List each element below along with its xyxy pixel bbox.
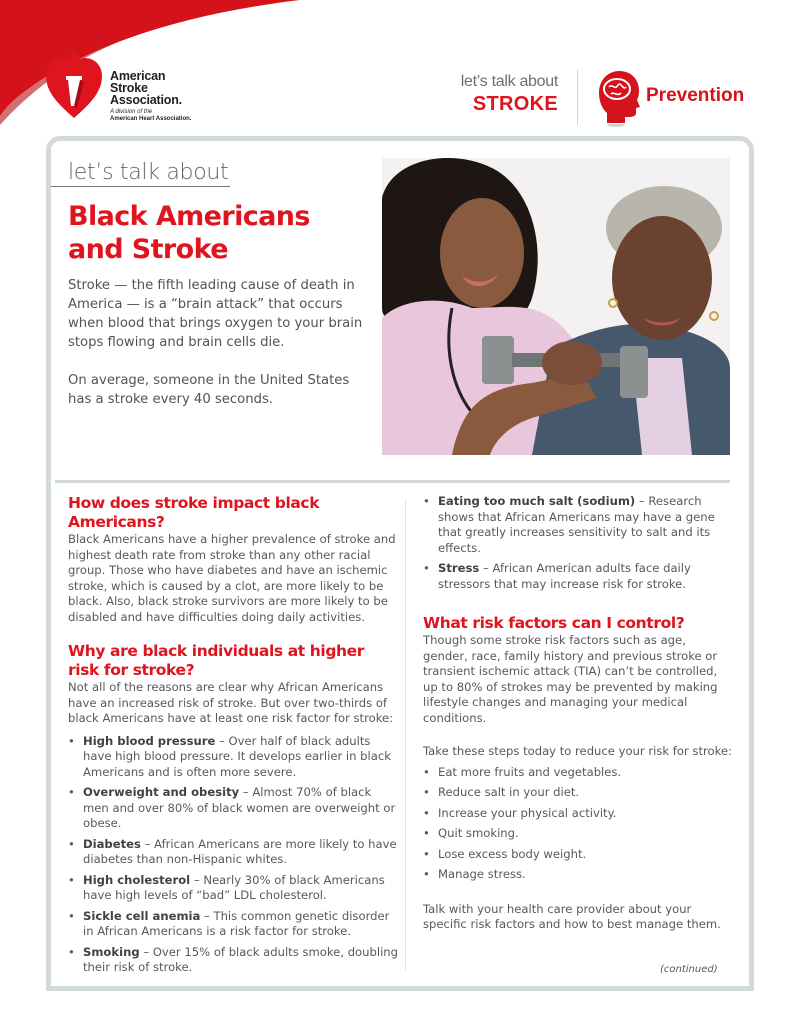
risk-factor-item xyxy=(68,734,398,781)
risk-factor-item xyxy=(423,561,733,592)
step-text: Quit smoking. xyxy=(438,826,519,840)
intro-paragraph: Stroke — the fifth leading cause of death in America — is a “brain attack” that occurs when blood that brings oxygen to your brain stops flowing and brain cells die. xyxy=(68,278,363,350)
risk-factor-term: High cholesterol xyxy=(83,872,191,887)
section-heading-impact: How does stroke impact black Americans? xyxy=(68,494,320,531)
org-name-line: American xyxy=(110,69,166,83)
step-item xyxy=(423,765,733,781)
american-stroke-association-logo xyxy=(44,46,214,130)
step-text: Manage stress. xyxy=(438,867,526,881)
brain-head-icon xyxy=(593,67,641,127)
risk-factor-desc: – This common genetic disorder in African Americans is a risk factor for stroke. xyxy=(83,908,390,938)
series-topic: STROKE xyxy=(472,93,558,115)
bullet-icon: • xyxy=(68,872,75,887)
photo-illustration xyxy=(382,158,730,455)
org-name xyxy=(110,70,182,106)
parent-org: American Heart Association. xyxy=(110,116,192,122)
risk-factor-desc: – Research shows that African Americans may have a gene that greatly increases sensitivity to salt and its effects. xyxy=(438,494,715,555)
bullet-icon: • xyxy=(423,867,430,881)
risk-factor-term: Stress xyxy=(438,561,480,575)
section-heading-control: What risk factors can I control? xyxy=(423,614,685,632)
step-item xyxy=(423,867,733,883)
step-text: Lose excess body weight. xyxy=(438,846,587,861)
right-column xyxy=(423,494,733,933)
intro-paragraph: On average, someone in the United States has a stroke every 40 seconds. xyxy=(68,373,350,407)
section-heading-higher-risk: Why are black individuals at higher risk for stroke? xyxy=(68,642,365,679)
risk-factor-desc: – Almost 70% of black men and over 80% of black women are overweight or obese. xyxy=(83,785,396,830)
step-text: Increase your physical activity. xyxy=(438,805,617,820)
bullet-icon: • xyxy=(423,846,430,861)
hero-photo xyxy=(382,158,730,455)
series-kicker: let’s talk about xyxy=(460,73,558,90)
risk-factor-term: Overweight and obesity xyxy=(83,785,240,799)
bullet-icon: • xyxy=(423,826,430,840)
step-item xyxy=(423,785,733,801)
risk-factor-item xyxy=(68,945,398,976)
org-name-line: Stroke xyxy=(110,81,148,95)
bullet-icon: • xyxy=(423,494,430,508)
continued-note: (continued) xyxy=(660,964,718,975)
header-divider xyxy=(577,69,578,125)
org-name-line: Association. xyxy=(110,93,182,107)
risk-factor-list xyxy=(68,734,398,976)
bullet-icon: • xyxy=(68,785,75,799)
bullet-icon: • xyxy=(423,561,430,575)
risk-factor-desc: – African American adults face daily stressors that may increase risk for stroke. xyxy=(438,561,691,591)
category-label: Prevention xyxy=(646,85,745,106)
bullet-icon: • xyxy=(423,764,430,779)
series-header xyxy=(440,65,760,130)
risk-factor-item xyxy=(423,494,733,556)
risk-factor-term: Sickle cell anemia xyxy=(83,908,201,923)
risk-factor-desc: – Nearly 30% of black Americans have high levels of “bad” LDL cholesterol. xyxy=(83,872,385,902)
risk-factor-desc: – Over 15% of black adults smoke, doubling their risk of stroke. xyxy=(83,944,398,974)
control-body: Though some stroke risk factors such as age, gender, race, family history and previous stroke or transient ischemic attack (TIA) can’t be controlled, up to 80% of strokes may be prevented by making lifestyle changes and managing your medical conditions. xyxy=(423,633,718,725)
step-item xyxy=(423,847,733,863)
bullet-icon: • xyxy=(68,944,75,959)
risk-factor-item xyxy=(68,837,398,868)
risk-factor-term: High blood pressure xyxy=(83,733,216,748)
bullet-icon: • xyxy=(68,908,75,923)
kicker-underline xyxy=(51,186,230,187)
risk-factor-item xyxy=(68,909,398,940)
bullet-icon: • xyxy=(423,785,430,799)
step-text: Eat more fruits and vegetables. xyxy=(438,764,622,779)
bullet-icon: • xyxy=(423,805,430,820)
risk-factor-desc: – African Americans are more likely to have diabetes than non-Hispanic whites. xyxy=(83,836,397,866)
heart-torch-icon xyxy=(44,46,104,120)
division-note xyxy=(110,109,191,123)
closing-text: Talk with your health care provider about your specific risk factors and how to best manage them. xyxy=(423,901,721,931)
left-column xyxy=(68,494,398,981)
step-item xyxy=(423,806,733,822)
column-divider xyxy=(405,500,406,970)
bullet-icon: • xyxy=(68,733,75,748)
step-text: Reduce salt in your diet. xyxy=(438,785,580,799)
steps-intro: Take these steps today to reduce your risk for stroke: xyxy=(423,744,732,758)
steps-list xyxy=(423,765,733,883)
division-line: A division of the xyxy=(110,109,153,115)
risk-factor-term: Smoking xyxy=(83,944,140,959)
risk-factor-item xyxy=(68,785,398,832)
higher-risk-body: Not all of the reasons are clear why African Americans have an increased risk of stroke. But over two-thirds of black Americans have at least one risk factor for stroke: xyxy=(68,680,394,725)
hero-kicker: let’s talk about xyxy=(68,160,229,185)
impact-body: Black Americans have a higher prevalence of stroke and highest death rate from stroke than any other racial group. Those who have diabetes and have an ischemic stroke, which is caused by a clot, are more likely to be black. Also, black stroke survivors are more likely to be disabled and have difficulties doing daily activities. xyxy=(68,532,396,624)
risk-factor-term: Eating too much salt (sodium) xyxy=(438,494,636,508)
risk-factor-list-continued xyxy=(423,494,733,592)
step-item xyxy=(423,826,733,842)
intro-text xyxy=(68,276,368,428)
section-divider xyxy=(55,480,730,483)
risk-factor-item xyxy=(68,873,398,904)
risk-factor-term: Diabetes xyxy=(83,836,141,851)
page-title: Black Americans and Stroke xyxy=(68,201,310,265)
bullet-icon: • xyxy=(68,836,75,851)
risk-factor-desc: – Over half of black adults have high blood pressure. It develops earlier in black Americans and is often more severe. xyxy=(83,733,391,779)
